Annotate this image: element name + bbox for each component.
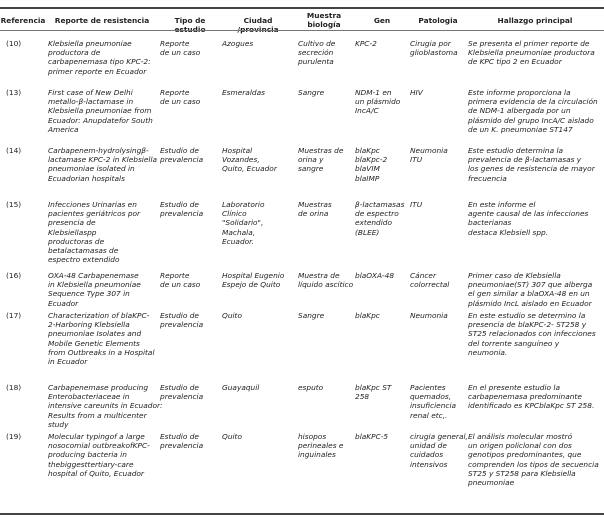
cell-gen-line: un plásmido	[355, 97, 401, 107]
cell-hallazgo-line: de NDM-1 albergada por un	[468, 106, 571, 116]
cell-ciudad-line: Azogues	[222, 39, 254, 48]
cell-patologia	[410, 200, 466, 209]
cell-patologia-line: ITU	[410, 200, 423, 209]
cell-tipo	[160, 88, 216, 106]
cell-tipo	[160, 432, 216, 450]
cell-hallazgo-line: ST25 relacionados con infecciones	[468, 329, 596, 339]
cell-reporte-line: producing bacteria in	[48, 450, 127, 460]
cell-gen	[355, 383, 409, 401]
cell-hallazgo-line: En este estudio se determino la	[468, 311, 586, 320]
cell-hallazgo-line: plásmido IncL aislado en Ecuador	[468, 298, 592, 308]
cell-patologia-line: renal etc,.	[410, 410, 448, 420]
cell-reporte-line: Mobile Genetic Elements	[48, 338, 140, 348]
cell-gen-line: (BLEE)	[355, 227, 380, 237]
cell-gen-line: blaKpc-2	[355, 155, 388, 165]
cell-ciudad-line: Quito, Ecuador	[222, 164, 277, 174]
cell-hallazgo-line: genotipos predominantes, que	[468, 450, 582, 460]
cell-muestra-line: de orina	[298, 209, 329, 219]
cell-reporte-line: study	[48, 419, 69, 429]
cell-reporte-line: hospital of Quito, Ecuador	[48, 468, 144, 478]
cell-hallazgo	[468, 311, 602, 357]
cell-reporte-line: pneumoniae isolated in	[48, 164, 135, 174]
cell-tipo-line: prevalencia	[160, 155, 204, 165]
cell-tipo-line: de un caso	[160, 48, 201, 58]
cell-reporte-line: Ecuador: Anupdatefor South	[48, 115, 153, 125]
cell-reporte-line: Klebsiella pneumoniae from	[48, 106, 152, 116]
cell-muestra-line: líquido ascítico	[298, 280, 354, 290]
cell-muestra	[298, 311, 354, 320]
cell-reporte-line: lactamase KPC-2 in Klebsiella	[48, 155, 158, 165]
cell-hallazgo-line: Este informe proporciona la	[468, 88, 571, 97]
cell-tipo	[160, 39, 216, 57]
cell-ciudad-line: Hospital	[222, 146, 253, 155]
header-tipo: Tipo de	[174, 16, 206, 25]
cell-tipo-line: prevalencia	[160, 209, 204, 219]
cell-gen-line: blaKPC-5	[355, 432, 389, 441]
cell-patologia	[410, 311, 466, 320]
header-gen: Gen	[373, 16, 391, 25]
cell-referencia: (14)	[6, 146, 22, 155]
cell-tipo-line: prevalencia	[160, 320, 204, 330]
cell-reporte-line: metallo-β-lactamase in	[48, 97, 134, 107]
cell-hallazgo	[468, 39, 602, 67]
cell-reporte-line: Results from a multicenter	[48, 410, 147, 420]
cell-hallazgo-line: Primer caso de Klebsiella	[468, 271, 561, 280]
cell-hallazgo-line: pneumoniae(ST) 307 que alberga	[468, 280, 593, 290]
cell-reporte	[48, 88, 152, 134]
cell-tipo-line: Estudio de	[160, 432, 199, 441]
cell-hallazgo-line: de KPC tipo 2 en Ecuador	[468, 57, 562, 67]
cell-hallazgo-line: primera evidencia de la circulación	[468, 97, 598, 107]
cell-patologia-line: ITU	[410, 155, 423, 165]
cell-patologia-line: colorrectal	[410, 280, 450, 290]
cell-reporte-line: Enterobacteriaceae in	[48, 392, 130, 402]
cell-reporte-line: Ecuador	[48, 298, 79, 308]
cell-muestra	[298, 146, 354, 174]
cell-gen-line: blaVIM	[355, 164, 380, 174]
cell-gen-line: blaOXA-48	[355, 271, 395, 280]
cell-muestra	[298, 271, 354, 289]
cell-tipo-line: prevalencia	[160, 441, 204, 451]
cell-hallazgo-line: de un K. pneumoniae ST147	[468, 124, 573, 134]
cell-patologia	[410, 39, 466, 57]
header-muestra	[296, 12, 352, 29]
cell-referencia: (16)	[6, 271, 22, 280]
cell-reporte-line: presencia de	[48, 218, 96, 228]
table-header-rule	[0, 30, 604, 31]
cell-patologia-line: intensivos	[410, 459, 448, 469]
cell-hallazgo	[468, 146, 602, 183]
cell-gen-line: IncA/C	[355, 106, 379, 116]
cell-ciudad-line: Espejo de Quito	[222, 280, 281, 290]
cell-referencia: (10)	[6, 39, 22, 48]
cell-reporte-line: Carbapenemase producing	[48, 383, 149, 392]
cell-patologia-line: Cáncer	[410, 271, 437, 280]
cell-patologia-line: cuidados	[410, 450, 444, 460]
cell-reporte-line: Infecciones Urinarias en	[48, 200, 137, 209]
cell-patologia-line: HIV	[410, 88, 423, 97]
cell-muestra-line: Cultivo de	[298, 39, 336, 48]
cell-gen-line: β-lactamasas	[355, 200, 405, 209]
table-top-rule	[0, 7, 604, 9]
cell-patologia-line: glioblastoma	[410, 48, 458, 58]
cell-hallazgo-line: ST25 y ST258 para Klebsiella	[468, 468, 576, 478]
cell-muestra	[298, 383, 354, 392]
cell-muestra	[298, 88, 354, 97]
cell-muestra-line: orina y	[298, 155, 324, 165]
header-muestra-line1: Muestra	[306, 11, 342, 20]
cell-muestra	[298, 432, 354, 460]
cell-gen	[355, 88, 409, 116]
cell-tipo	[160, 383, 216, 401]
cell-referencia: (15)	[6, 200, 22, 209]
cell-reporte-line: in Ecuador	[48, 357, 88, 367]
cell-muestra-line: sangre	[298, 164, 324, 174]
cell-reporte-line: Characterization of blaKPC-	[48, 311, 150, 320]
cell-hallazgo-line: Se presenta el primer reporte de	[468, 39, 590, 48]
cell-hallazgo-line: comprenden los tipos de secuencia	[468, 459, 599, 469]
cell-tipo	[160, 311, 216, 329]
cell-patologia	[410, 432, 466, 469]
cell-muestra-line: inguinales	[298, 450, 336, 460]
cell-ciudad-line: Clínico	[222, 209, 247, 219]
cell-patologia	[410, 383, 466, 420]
cell-hallazgo-line: pneumoniae	[468, 478, 515, 488]
cell-reporte-line: espectro extendido	[48, 255, 120, 265]
cell-reporte-line: Ecuadorian hospitals	[48, 173, 125, 183]
cell-gen-line: blaKpc ST	[355, 383, 392, 392]
cell-muestra-line: secreción	[298, 48, 334, 58]
cell-gen	[355, 271, 409, 280]
cell-referencia: (19)	[6, 432, 22, 441]
cell-ciudad-line: Ecuador.	[222, 236, 254, 246]
cell-ciudad-line: Quito	[222, 432, 242, 441]
cell-gen-line: NDM-1 en	[355, 88, 392, 97]
cell-patologia-line: quemados,	[410, 392, 452, 402]
cell-patologia-line: insuficiencia	[410, 401, 457, 411]
cell-muestra-line: perineales e	[298, 441, 344, 451]
cell-gen	[355, 146, 409, 183]
cell-ciudad-line: Quito	[222, 311, 242, 320]
header-muestra-line2: biología	[307, 19, 341, 29]
cell-ciudad-line: Guayaquil	[222, 383, 260, 392]
cell-reporte	[48, 383, 163, 429]
cell-hallazgo-line: un origen policlonal con dos	[468, 441, 572, 451]
cell-reporte-line: in Klebsiella pneumoniae	[48, 280, 141, 290]
cell-tipo	[160, 271, 216, 289]
cell-patologia-line: Pacientes	[410, 383, 446, 392]
cell-hallazgo-line: los genes de resistencia de mayor	[468, 164, 595, 174]
cell-tipo-line: Reporte	[160, 39, 190, 48]
cell-reporte	[48, 271, 152, 308]
cell-hallazgo-line: identificado es KPCblaKpc ST 258.	[468, 401, 595, 411]
cell-reporte-line: Molecular typingof a large	[48, 432, 145, 441]
cell-hallazgo	[468, 200, 602, 237]
cell-hallazgo	[468, 271, 602, 308]
cell-muestra-line: purulenta	[298, 57, 334, 67]
cell-reporte	[48, 146, 158, 183]
cell-ciudad	[222, 146, 294, 174]
cell-ciudad-line: Hospital Eugenio	[222, 271, 285, 280]
cell-reporte	[48, 39, 152, 76]
cell-gen-line: KPC-2	[355, 39, 377, 48]
cell-reporte-line: carbapenemasa tipo KPC-2:	[48, 57, 151, 67]
cell-muestra-line: hisopos	[298, 432, 327, 441]
cell-reporte-line: productora de	[48, 48, 101, 58]
cell-tipo	[160, 200, 216, 218]
cell-referencia: (17)	[6, 311, 22, 320]
cell-reporte-line: Klebsiellaspp	[48, 227, 97, 237]
cell-hallazgo	[468, 432, 602, 487]
cell-muestra-line: Muestras	[298, 200, 332, 209]
cell-gen-line: blaKpc	[355, 146, 380, 155]
cell-reporte	[48, 311, 155, 367]
cell-hallazgo-line: bacterianas	[468, 218, 512, 228]
cell-patologia	[410, 271, 466, 289]
cell-muestra	[298, 39, 354, 67]
cell-tipo-line: de un caso	[160, 280, 201, 290]
cell-reporte-line: nosocomial outbreakofKPC-	[48, 441, 150, 451]
cell-referencia: (13)	[6, 88, 22, 97]
cell-reporte	[48, 200, 152, 264]
cell-hallazgo-line: destaca Klebsiell spp.	[468, 227, 549, 237]
cell-patologia	[410, 88, 466, 97]
cell-ciudad-line: "Solidario",	[222, 218, 264, 228]
cell-hallazgo-line: plásmido del grupo IncA/C aislado	[468, 115, 594, 125]
cell-ciudad-line: Laboratorio	[222, 200, 265, 209]
cell-patologia-line: unidad de	[410, 441, 447, 451]
cell-hallazgo-line: el gen similar a blaOXA-48 en un	[468, 289, 590, 299]
cell-reporte-line: betalactamasas de	[48, 246, 119, 256]
cell-gen-line: de espectro	[355, 209, 399, 219]
header-referencia: Referencia	[0, 16, 46, 25]
cell-reporte-line: pacientes geriátricos por	[48, 209, 141, 219]
cell-gen	[355, 432, 409, 441]
cell-hallazgo	[468, 383, 602, 411]
cell-tipo	[160, 146, 216, 164]
cell-ciudad	[222, 432, 294, 441]
cell-tipo-line: prevalencia	[160, 392, 204, 402]
cell-gen	[355, 200, 409, 237]
header-patologia: Patologia	[418, 16, 458, 25]
cell-muestra-line: Muestra de	[298, 271, 340, 280]
cell-reporte-line: America	[48, 124, 79, 134]
cell-reporte-line: 2-Harboring Klebsiella	[48, 320, 130, 330]
cell-reporte	[48, 432, 152, 478]
cell-gen-line: extendido	[355, 218, 393, 228]
cell-muestra-line: Muestras de	[298, 146, 344, 155]
cell-hallazgo-line: presencia de blaKPC-2- ST258 y	[468, 320, 587, 330]
cell-ciudad-line: Esmeraldas	[222, 88, 265, 97]
cell-gen-line: blaIMP	[355, 173, 380, 183]
cell-muestra-line: esputo	[298, 383, 324, 392]
cell-gen	[355, 39, 409, 48]
cell-tipo-line: Reporte	[160, 271, 190, 280]
header-reporte: Reporte de resistencia	[54, 16, 150, 25]
cell-muestra-line: Sangre	[298, 311, 325, 320]
cell-tipo-line: de un caso	[160, 97, 201, 107]
cell-patologia	[410, 146, 466, 164]
cell-reporte-line: productoras de	[48, 236, 105, 246]
cell-tipo-line: Estudio de	[160, 311, 199, 320]
cell-hallazgo-line: prevalencia de β-lactamasas y	[468, 155, 582, 165]
cell-patologia-line: cirugia general,	[410, 432, 468, 441]
header-ciudad: Ciudad	[243, 16, 273, 25]
cell-hallazgo-line: agente causal de las infecciones	[468, 209, 589, 219]
cell-hallazgo-line: Este estudio determina la	[468, 146, 564, 155]
cell-ciudad	[222, 383, 294, 392]
cell-ciudad	[222, 271, 294, 289]
cell-muestra	[298, 200, 354, 218]
cell-hallazgo-line: En el presente estudio la	[468, 383, 560, 392]
cell-muestra-line: Sangre	[298, 88, 325, 97]
cell-ciudad	[222, 200, 294, 246]
cell-reporte-line: Sequence Type 307 in	[48, 289, 130, 299]
cell-hallazgo-line: En este informe el	[468, 200, 536, 209]
cell-reporte-line: Klebsiella pneumoniae	[48, 39, 132, 48]
cell-reporte-line: primer reporte en Ecuador	[48, 66, 147, 76]
cell-reporte-line: OXA-48 Carbapenemase	[48, 271, 139, 280]
cell-ciudad	[222, 311, 294, 320]
cell-hallazgo-line: Klebsiella pneumoniae productora	[468, 48, 595, 58]
cell-tipo-line: Reporte	[160, 88, 190, 97]
cell-gen	[355, 311, 409, 320]
cell-patologia-line: Neumonia	[410, 146, 448, 155]
cell-gen-line: 258	[355, 392, 370, 402]
header-hallazgo: Hallazgo principal	[497, 16, 573, 25]
cell-patologia-line: Neumonia	[410, 311, 448, 320]
cell-patologia-line: Cirugia por	[410, 39, 451, 48]
cell-referencia: (18)	[6, 383, 22, 392]
cell-reporte-line: intensive careunits in Ecuador:	[48, 401, 163, 411]
cell-tipo-line: Estudio de	[160, 146, 199, 155]
cell-reporte-line: from Outbreaks in a Hospital	[48, 347, 155, 357]
cell-reporte-line: pneumoniae Isolates and	[48, 329, 142, 339]
cell-hallazgo	[468, 88, 602, 134]
cell-hallazgo-line: El análisis molecular mostró	[468, 432, 573, 441]
cell-hallazgo-line: carbapenemasa predominante	[468, 392, 582, 402]
cell-hallazgo-line: del torrente sanguíneo y	[468, 338, 560, 348]
cell-ciudad-line: Vozandes,	[222, 155, 260, 165]
cell-gen-line: blaKpc	[355, 311, 380, 320]
cell-hallazgo-line: neumonia.	[468, 347, 508, 357]
cell-tipo-line: Estudio de	[160, 200, 199, 209]
cell-reporte-line: First case of New Delhi	[48, 88, 133, 97]
cell-hallazgo-line: frecuencia	[468, 173, 507, 183]
cell-ciudad	[222, 88, 294, 97]
table-bottom-rule	[0, 513, 604, 515]
cell-tipo-line: Estudio de	[160, 383, 199, 392]
cell-reporte-line: thebiggesttertiary-care	[48, 459, 134, 469]
cell-reporte-line: Carbapenem-hydrolysingβ-	[48, 146, 149, 155]
cell-ciudad	[222, 39, 294, 48]
cell-ciudad-line: Machala,	[222, 227, 256, 237]
